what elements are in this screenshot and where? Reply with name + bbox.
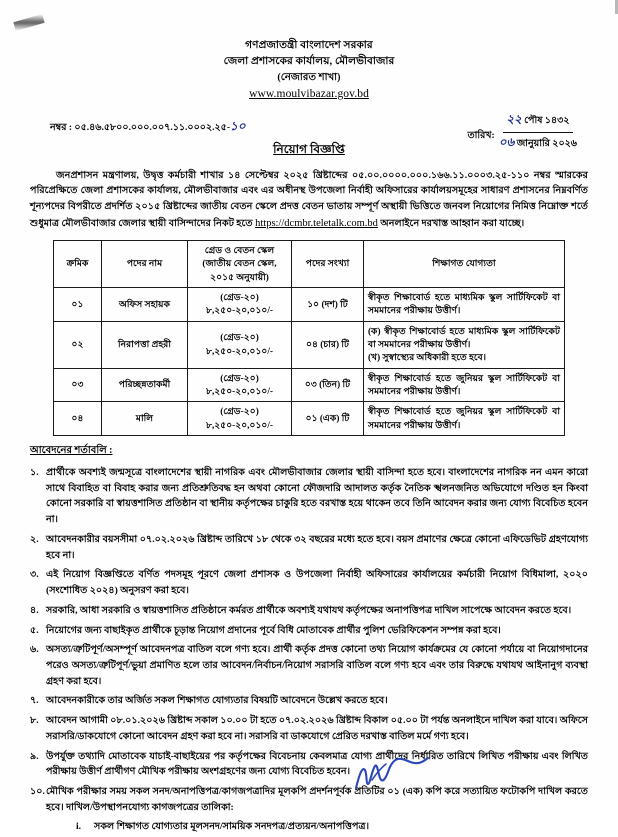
condition-number: ১. bbox=[30, 467, 39, 479]
condition-number: ৯. bbox=[30, 750, 39, 762]
condition-number: ৫. bbox=[30, 624, 39, 636]
condition-text: অসত্য/ত্রুটিপূর্ণ/অসম্পূর্ণ আবেদনপত্র বাতিল বলে গণ্য হবে। প্রার্থী কর্তৃক প্রদত্ত কোনো তথ্য নিয়োগ কার্যক্রমের যে কোনো পর্যায়ে বা নিয়োগদানের পরেও অসত্য/ত্রুটিপূর্ণ/ভুয়া প্রমাণিত হলে তার আবেদন/নির্বাচন/নিয়োগ সরাসরি বাতিল বলে গণ্য হবে এবং তার বিরুদ্ধে যথাযথ আইনানুগ ব্যবস্থা গ্রহণ করা হবে। bbox=[46, 644, 588, 687]
condition-item bbox=[30, 642, 588, 689]
qualification-a: স্বীকৃত শিক্ষাবোর্ড হতে জুনিয়র স্কুল সার্টিফিকেট বা সমমানের পরীক্ষায় উত্তীর্ণ। bbox=[368, 372, 560, 396]
qualification-a: স্বীকৃত শিক্ষাবোর্ড হতে জুনিয়র স্কুল সার্টিফিকেট বা সমমানের পরীক্ষায় উত্তীর্ণ। bbox=[368, 406, 560, 430]
cell-scale: ৮,২৫০-২০,০১০/- bbox=[206, 345, 273, 356]
cell-post-count: ০৩ (তিন) টি bbox=[292, 368, 364, 402]
intro-text-part2: অনলাইনে দরখাস্ত আহ্বান করা যাচ্ছে। bbox=[377, 217, 525, 229]
column-header-grade-scale: গ্রেড ও বেতন স্কেল (জাতীয় বেতন স্কেল, ২০১৫ অনুযায়ী) bbox=[188, 240, 292, 287]
column-header-serial: ক্রমিক bbox=[54, 240, 102, 287]
condition-text: এই নিয়োগ বিজ্ঞপ্তিতে বর্ণিত পদসমূহ পূরণে জেলা প্রশাসক ও উপজেলা নির্বাহী অফিসারের কার্যালয়ের কর্মচারী নিয়োগ বিধিমালা, ২০২০ (সংশোধিত ২০২৪) অনুসরণ করা হবে। bbox=[46, 569, 588, 597]
conditions-list bbox=[28, 465, 590, 815]
date-bangla-rest: পৌষ ১৪৩২ bbox=[524, 115, 570, 126]
cell-post-name: মালি bbox=[102, 402, 188, 436]
date-bangla bbox=[503, 111, 572, 133]
condition-item bbox=[30, 567, 588, 598]
condition-number: ৪. bbox=[30, 604, 39, 616]
condition-number: ৭. bbox=[30, 695, 39, 707]
intro-text-part1: জনপ্রশাসন মন্ত্রণালয়, উদ্বৃত্ত কর্মচারী শাখার ১৪ সেপ্টেম্বর ২০২৫ খ্রিষ্টাব্দের ০৫.০০.০০০০.০০০.১৬৬.১১.০০০৩.২৫-১১০ নম্বর স্মারকের পরিপ্রেক্ষিতে জেলা প্রশাসকের কার্যালয়, মৌলভীবাজার এবং এর অধীনস্থ উপজেলা নির্বাহী অফিসারের কার্যালয়সমূহের সাধারণ প্রশাসনের নিম্নবর্ণিত শূন্যপদের বিপরীতে প্রদর্শিত ২০১৫ খ্রিষ্টাব্দের জাতীয় বেতন স্কেলে প্রদত্ত বেতন ভাতায় সম্পূর্ণ অস্থায়ী ভিত্তিতে জনবল নিয়োগের নিমিত্ত নিম্নোক্ত শর্তে শুধুমাত্র মৌলভীবাজার জেলার স্থায়ী বাসিন্দাদের নিকট হতে bbox=[30, 169, 588, 229]
condition-item bbox=[30, 623, 588, 639]
condition-text: উপর্যুক্ত তথ্যাদি মোতাবেক যাচাই-বাছাইয়ের পর কর্তৃপক্ষের বিবেচনায় কেবলমাত্র যোগ্য প্রার্থীদের নির্ধারিত তারিখে লিখিত পরীক্ষায় এবং লিখিত পরীক্ষায় উত্তীর্ণ প্রার্থীগণ মৌখিক পরীক্ষায় অংশগ্রহণের জন্য যোগ্য বিবেচিত হবেন। bbox=[46, 750, 588, 778]
checklist-text: সকল শিক্ষাগত যোগ্যতার মূলসনদ/সাময়িক সনদপত্র/প্রত্যয়ন/অনাপত্তিপত্র। bbox=[94, 821, 370, 833]
page-title: নিয়োগ বিজ্ঞপ্তি bbox=[273, 141, 345, 156]
condition-text: মৌখিক পরীক্ষার সময় সকল সনদ/অনাপত্তিপত্র/কাগজপত্রাদির মূলকপি প্রদর্শনপূর্বক প্রতিটির ০১ (এক) কপি করে সত্যায়িত ফটোকপি দাখিল করতে হবে। দাখিল/উপস্থাপনযোগ্য কাগজপত্রের তালিকা: bbox=[46, 785, 588, 813]
condition-item bbox=[30, 532, 588, 563]
office-name: জেলা প্রশাসকের কার্যালয়, মৌলভীবাজার bbox=[223, 55, 395, 67]
cell-qualification bbox=[364, 321, 565, 368]
date-stack bbox=[496, 111, 580, 154]
cell-grade-scale bbox=[188, 402, 292, 436]
cell-post-name: নিরাপত্তা প্রহরী bbox=[102, 321, 188, 368]
date-bangla-day-handwritten: ২২ bbox=[506, 111, 522, 126]
signature-ink bbox=[350, 750, 470, 792]
government-name: গণপ্রজাতন্ত্রী বাংলাদেশ সরকার bbox=[245, 40, 373, 51]
cell-qualification bbox=[364, 287, 565, 321]
cell-qualification bbox=[364, 402, 565, 436]
application-portal-link[interactable]: https://dcmbr.teletalk.com.bd bbox=[255, 217, 378, 229]
date-english bbox=[496, 133, 580, 154]
table-row bbox=[54, 321, 565, 368]
cell-grade: (গ্রেড-২০) bbox=[220, 406, 259, 417]
cell-post-name: পরিচ্ছন্নতাকর্মী bbox=[102, 368, 188, 402]
column-header-post-name: পদের নাম bbox=[102, 240, 188, 287]
qualification-a: (ক) স্বীকৃত শিক্ষাবোর্ড হতে মাধ্যমিক স্কুল সার্টিফিকেট বা সমমানের পরীক্ষায় উত্তীর্ণ। bbox=[368, 325, 560, 349]
cell-grade-scale bbox=[188, 287, 292, 321]
condition-text: আবেদনকারীকে তার অর্জিত সকল শিক্ষাগত যোগ্যতার বিষয়টি আবেদনে উল্লেখ করতে হবে। bbox=[46, 695, 388, 707]
condition-text: প্রার্থীকে অবশ্যই জন্মসূত্রে বাংলাদেশের স্থায়ী নাগরিক এবং মৌলভীবাজার জেলার স্থায়ী বাসিন্দা হতে হবে। বাংলাদেশের নাগরিক নন এমন কারো সাথে বিবাহিত বা বিবাহ করার জন্য প্রতিশ্রুতিবদ্ধ হন অথবা কোনো ফৌজদারি আদালত কর্তৃক নৈতিক স্খলনজনিত অভিযোগে দণ্ডিত হন কিংবা কোনো সরকারি বা স্বায়ত্তশাসিত প্রতিষ্ঠান বা স্থানীয় কর্তৃপক্ষের চাকুরি হতে বরখাস্ত হয়ে থাকেন তবে তিনি আবেদন করার জন্য যোগ্য বিবেচিত হবেন না। bbox=[46, 467, 588, 526]
condition-item bbox=[30, 465, 588, 528]
cell-grade-scale bbox=[188, 321, 292, 368]
condition-item bbox=[30, 693, 588, 709]
checklist-number: i. bbox=[76, 821, 82, 833]
condition-number: ৩. bbox=[30, 569, 39, 581]
memo-number bbox=[50, 118, 246, 138]
column-header-post-count: পদের সংখ্যা bbox=[292, 240, 364, 287]
document-checklist bbox=[28, 819, 590, 834]
cell-serial: ০১ bbox=[54, 287, 102, 321]
condition-text: নিয়োগের জন্য বাছাইকৃত প্রার্থীকে চূড়ান্ত নিয়োগ প্রদানের পূর্বে বিধি মোতাবেক প্রার্থীর পুলিশ ভেরিফিকেশন সম্পন্ন করা হবে। bbox=[46, 624, 501, 636]
date-block bbox=[467, 111, 580, 154]
signature bbox=[350, 750, 470, 792]
condition-item bbox=[30, 603, 588, 619]
date-label: তারিখ: bbox=[467, 130, 495, 141]
conditions-heading: আবেদনের শর্তাবলি : bbox=[30, 445, 113, 457]
memo-number-handwritten: ১০ bbox=[230, 118, 246, 133]
memo-number-text: নম্বর : ০৫.৪৬.৫৮০০.০০০.০০৭.১১.০০০২.২৫- bbox=[50, 122, 230, 133]
posts-table bbox=[53, 240, 565, 436]
document-content bbox=[28, 0, 590, 837]
qualification-b: (খ) সুস্বাস্থ্যের অধিকারী হতে হবে। bbox=[368, 352, 486, 363]
condition-item bbox=[30, 713, 588, 744]
table-row bbox=[54, 368, 565, 402]
condition-number: ২. bbox=[30, 533, 39, 545]
table-header-row bbox=[54, 240, 565, 287]
letterhead bbox=[28, 0, 590, 103]
condition-number: ১০. bbox=[30, 785, 45, 797]
condition-number: ৬. bbox=[30, 644, 39, 656]
cell-serial: ০৩ bbox=[54, 368, 102, 402]
date-english-day-handwritten: ০৬ bbox=[498, 134, 515, 149]
date-english-rest: জানুয়ারি ২০২৬ bbox=[516, 138, 577, 149]
condition-text: সরকারি, আধা সরকারি ও স্বায়ত্তশাসিত প্রতিষ্ঠানে কর্মরত প্রার্থীকে অবশ্যই যথাযথ কর্তৃপক্ষের অনাপত্তিপত্র দাখিল সাপেক্ষে আবেদন করতে হবে। bbox=[46, 604, 572, 616]
cell-scale: ৮,২৫০-২০,০১০/- bbox=[206, 305, 273, 316]
table-row bbox=[54, 402, 565, 436]
cell-grade: (গ্রেড-২০) bbox=[220, 332, 259, 343]
cell-grade: (গ্রেড-২০) bbox=[220, 372, 259, 383]
condition-text: আবেদনকারীর বয়সসীমা ০৭.০২.২০২৬ খ্রিষ্টাব্দ তারিখে ১৮ থেকে ৩২ বছরের মধ্যে হতে হবে। বয়স প্রমাণের ক্ষেত্রে কোনো এফিডেভিট গ্রহণযোগ্য হবে না। bbox=[46, 533, 588, 561]
cell-grade-scale bbox=[188, 368, 292, 402]
cell-post-count: ০১ (এক) টি bbox=[292, 402, 364, 436]
qualification-a: স্বীকৃত শিক্ষাবোর্ড হতে মাধ্যমিক স্কুল সার্টিফিকেট বা সমমানের পরীক্ষায় উত্তীর্ণ। bbox=[368, 291, 560, 316]
checklist-item bbox=[76, 819, 590, 834]
condition-item bbox=[30, 749, 588, 780]
cell-serial: ০৪ bbox=[54, 402, 102, 436]
condition-number: ৮. bbox=[30, 715, 39, 727]
column-header-qualification: শিক্ষাগত যোগ্যতা bbox=[364, 240, 565, 287]
branch-name: (নেজারত শাখা) bbox=[277, 71, 341, 83]
cell-serial: ০২ bbox=[54, 321, 102, 368]
cell-qualification bbox=[364, 368, 565, 402]
cell-scale: ৮,২৫০-২০,০১০/- bbox=[206, 386, 273, 396]
website-link[interactable]: www.moulvibazar.gov.bd bbox=[249, 87, 369, 100]
cell-post-count: ১০ (দশ) টি bbox=[292, 287, 364, 321]
cell-post-count: ০৪ (চার) টি bbox=[292, 321, 364, 368]
cell-post-name: অফিস সহায়ক bbox=[102, 287, 188, 321]
intro-paragraph bbox=[30, 168, 588, 232]
condition-text: আবেদন আগামী ০৮.০১.২০২৬ খ্রিষ্টাব্দ সকাল ১০.০০ টা হতে ০৭.০২.২০২৬ খ্রিষ্টাব্দ বিকাল ০৫.০০ টা পর্যন্ত অনলাইনে দাখিল করা যাবে। অফিসে সরাসরি/ডাকযোগে কোনো আবেদন গ্রহণ করা হবে না। সরাসরি বা ডাকযোগে প্রেরিত দরখাস্ত বাতিল মর্মে গণ্য হবে। bbox=[46, 715, 588, 742]
table-row bbox=[54, 287, 565, 321]
cell-scale: ৮,২৫০-২০,০১০/- bbox=[206, 419, 273, 430]
cell-grade: (গ্রেড-২০) bbox=[220, 291, 259, 302]
